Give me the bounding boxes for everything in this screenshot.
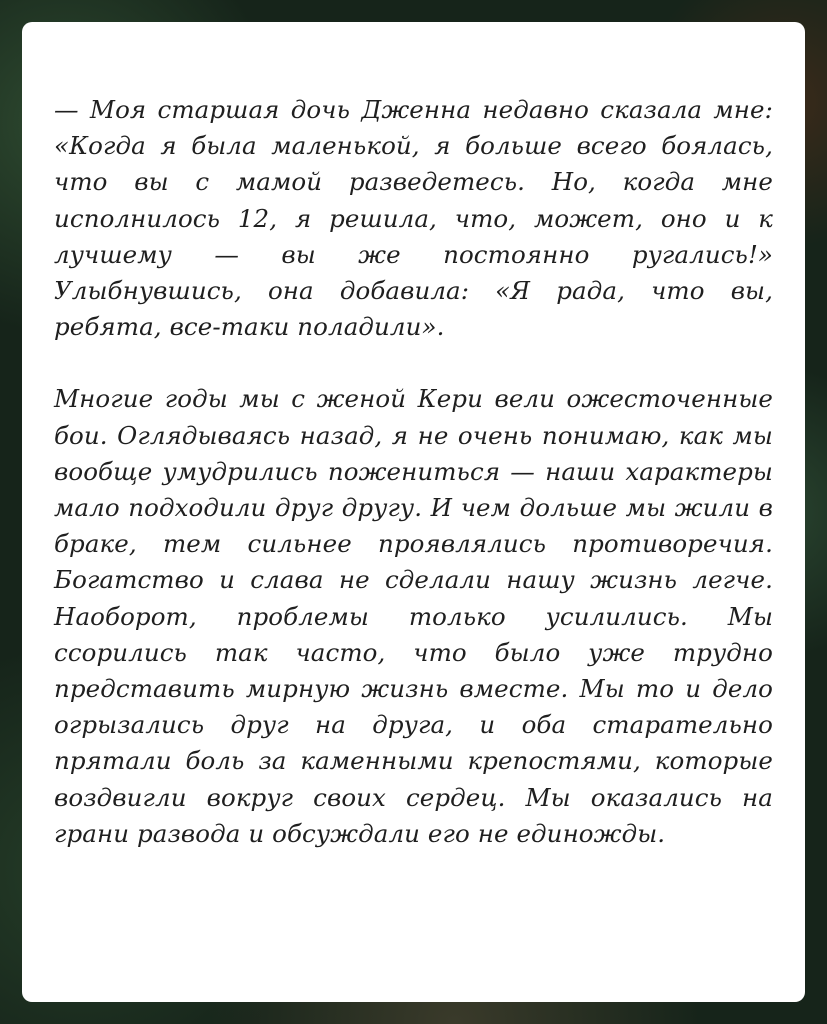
text-card <box>22 22 805 1002</box>
paragraph-2: Многие годы мы с женой Кери вели ожесточенные бои. Оглядываясь назад, я не очень понимаю, как мы вообще умудрились пожениться — наши характеры мало подходили друг другу. И чем дольше мы жили в браке, тем сильнее проявлялись противоречия. Богатство и слава не сделали нашу жизнь легче. Наоборот, проблемы только усилились. Мы ссорились так часто, что было уже трудно представить мирную жизнь вместе. Мы то и дело огрызались друг на друга, и оба старательно прятали боль за каменными крепостями, которые воздвигли вокруг своих сердец. Мы оказались на грани развода и обсуждали его не единожды. <box>54 384 773 848</box>
paragraph-1: — Моя старшая дочь Дженна недавно сказала мне: «Когда я была маленькой, я больше всего боялась, что вы с мамой разведетесь. Но, когда мне исполнилось 12, я решила, что, может, оно и к лучшему — вы же постоянно ругались!» Улыбнувшись, она добавила: «Я рада, что вы, ребята, все-таки поладили». <box>54 95 773 342</box>
